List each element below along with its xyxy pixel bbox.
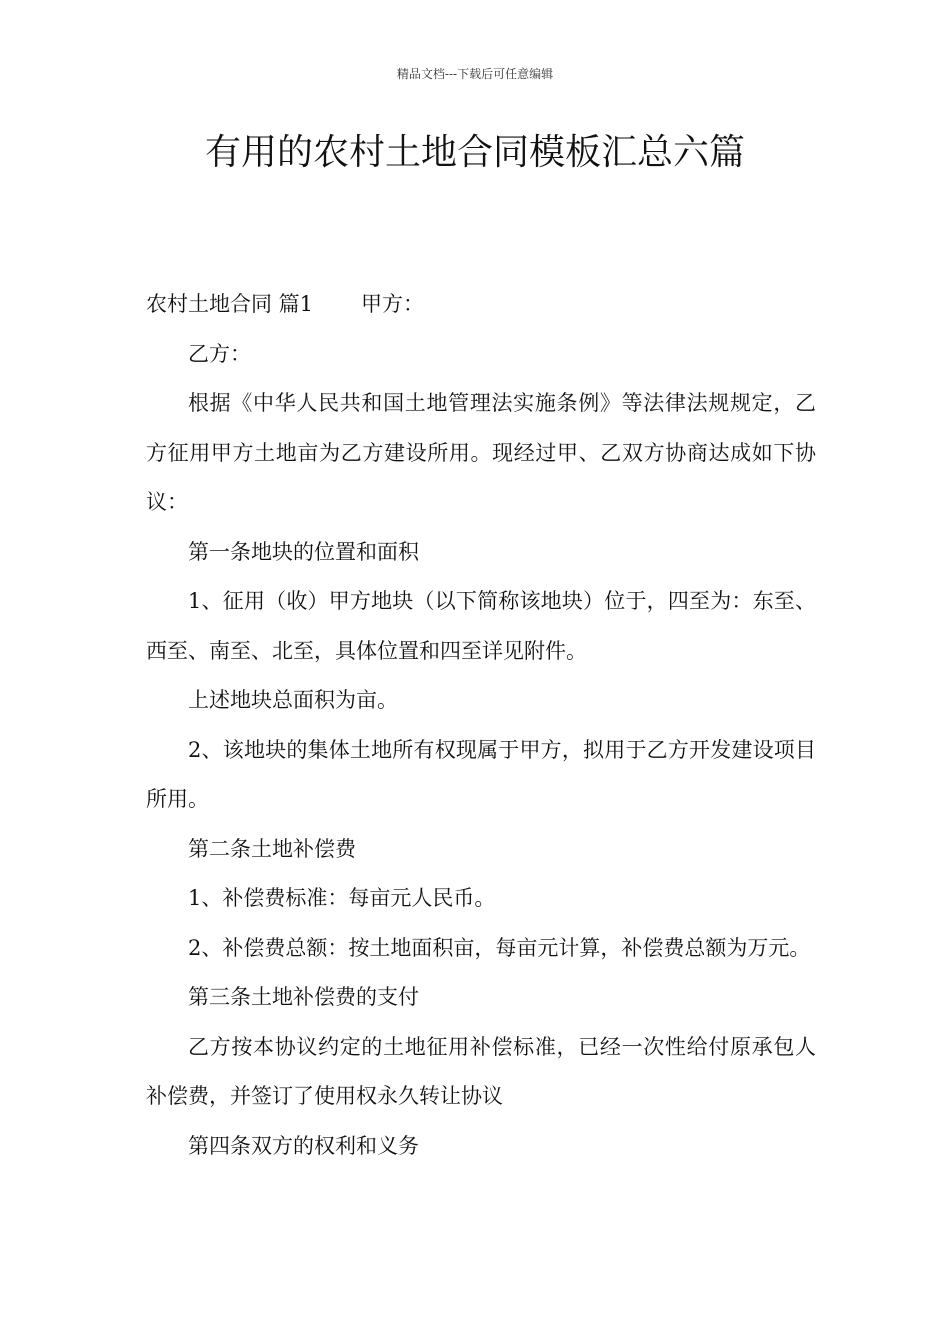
paragraph: 2、该地块的集体土地所有权现属于甲方，拟用于乙方开发建设项目所用。: [146, 737, 816, 811]
paragraph: 上述地块总面积为亩。: [188, 688, 398, 712]
paragraph: 第二条土地补偿费: [188, 836, 356, 861]
first-line: [146, 280, 816, 330]
paragraph: 第三条土地补偿费的支付: [188, 985, 419, 1009]
paragraph: 乙方：: [188, 341, 251, 366]
paragraph: 第一条地块的位置和面积: [188, 539, 419, 564]
paragraph: 第四条双方的权利和义务: [188, 1133, 419, 1158]
paragraph: 乙方按本协议约定的土地征用补偿标准，已经一次性给付原承包人补偿费，并签订了使用权永久转让协议: [146, 1034, 816, 1108]
document-title: 有用的农村土地合同模板汇总六篇: [204, 132, 745, 173]
contract-heading: 农村土地合同 篇1: [146, 292, 314, 316]
header-note: 精品文档---下载后可任意编辑: [396, 67, 554, 81]
paragraph: 1、征用（收）甲方地块（以下简称该地块）位于，四至为：东至、西至、南至、北至，具体位置和四至详见附件。: [146, 589, 816, 663]
paragraph: 2、补偿费总额：按土地面积亩，每亩元计算，补偿费总额为万元。: [188, 935, 811, 960]
paragraph: 根据《中华人民共和国土地管理法实施条例》等法律法规规定，乙方征用甲方土地亩为乙方建设所用。现经过甲、乙双方协商达成如下协议：: [146, 391, 816, 514]
paragraph: 1、补偿费标准：每亩元人民币。: [188, 886, 496, 910]
party-a-label: 甲方：: [361, 292, 425, 316]
document-body: [146, 280, 816, 1171]
